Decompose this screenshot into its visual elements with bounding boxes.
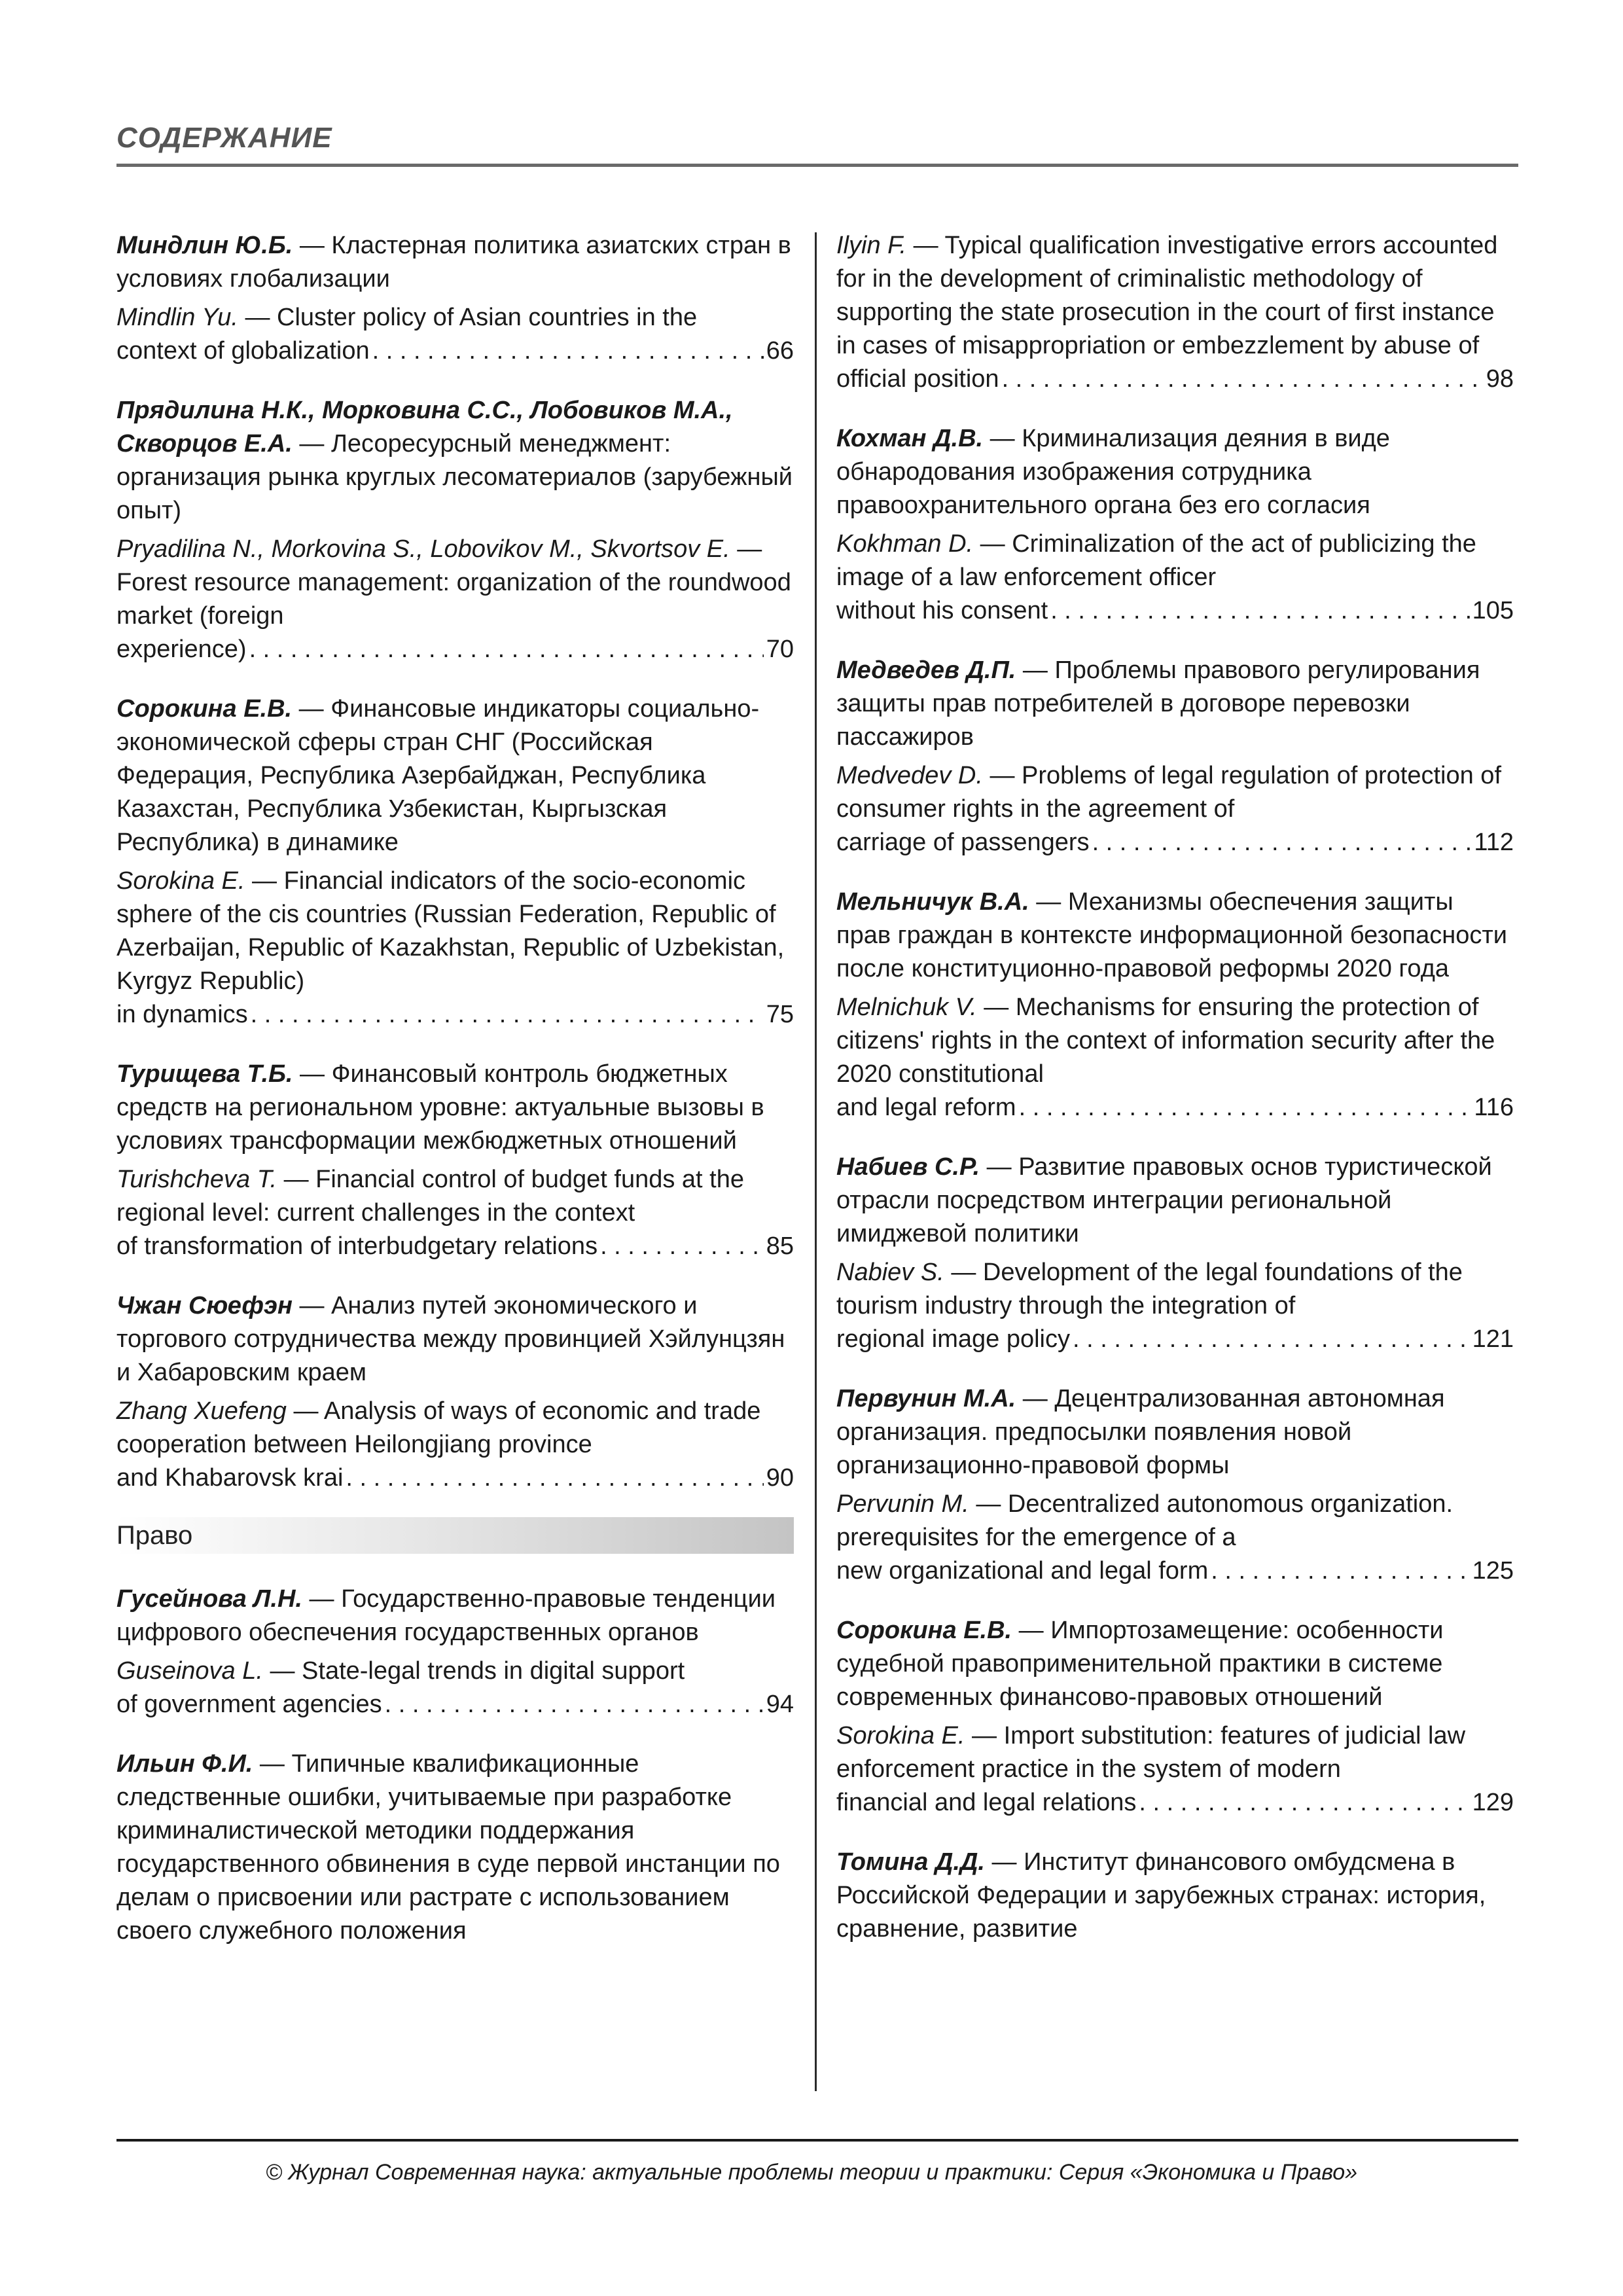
toc-entry[interactable] xyxy=(836,1382,1514,1588)
entry-author-ru: Мельничук В.А. xyxy=(836,888,1029,916)
toc-entry[interactable] xyxy=(116,229,794,368)
entry-author-ru: Прядилина Н.К., Морковина С.С., Лобовиков М.А., Скворцов Е.А. xyxy=(116,397,733,457)
entry-author-ru: Набиев С.Р. xyxy=(836,1153,980,1181)
entry-title-en-end: carriage of passengers xyxy=(836,829,1090,856)
entry-title-en-end: regional image policy xyxy=(836,1325,1070,1353)
entry-title-en: — Mechanisms for ensuring the protection of citizens' rights in the context of information security after the 2020 constitutional xyxy=(836,994,1495,1088)
entry-author-en: Sorokina E. xyxy=(836,1722,965,1749)
entry-title-en: — Decentralized autonomous organization. prerequisites for the emergence of a xyxy=(836,1490,1454,1551)
toc-entry[interactable] xyxy=(836,229,1514,396)
entry-title-en-end: and Khabarovsk krai xyxy=(116,1464,344,1492)
entry-title-en: — Typical qualification investigative errors accounted for in the development of criminalistic methodology of supporting the state prosecution in the court of first instance in cases of misappropriation or embezzlement by abuse of xyxy=(836,232,1498,359)
dot-leader xyxy=(1050,594,1469,628)
page-number: 94 xyxy=(766,1691,794,1718)
entry-author-ru: Кохман Д.В. xyxy=(836,425,984,452)
entry-title-en: — Import substitution: features of judicial law enforcement practice in the system of modern xyxy=(836,1722,1466,1783)
toc-entry[interactable] xyxy=(836,886,1514,1124)
entry-author-en: Pervunin M. xyxy=(836,1490,969,1518)
page-title: СОДЕРЖАНИЕ xyxy=(116,122,332,154)
entry-title-ru: — Государственно-правовые тенденции цифрового обеспечения государственных органов xyxy=(116,1585,776,1646)
entry-title-ru: — Проблемы правового регулирования защиты прав потребителей в договоре перевозки пассажиров xyxy=(836,656,1480,751)
toc-entry[interactable] xyxy=(116,1058,794,1263)
entry-author-en: Melnichuk V. xyxy=(836,994,977,1021)
toc-entry[interactable] xyxy=(116,1583,794,1721)
entry-author-ru: Ильин Ф.И. xyxy=(116,1750,253,1778)
entry-title-ru: — Криминализация деяния в виде обнародования изображения сотрудника правоохранительного органа без его согласия xyxy=(836,425,1390,519)
dot-leader xyxy=(346,1462,763,1495)
entry-author-ru: Чжан Сюефэн xyxy=(116,1292,293,1319)
page-number: 121 xyxy=(1472,1325,1514,1353)
entry-author-en: Nabiev S. xyxy=(836,1259,944,1286)
dot-leader xyxy=(249,633,764,666)
page-number: 70 xyxy=(766,636,794,663)
entry-author-ru: Томина Д.Д. xyxy=(836,1848,985,1876)
entry-author-en: Sorokina E. xyxy=(116,867,245,895)
column-divider xyxy=(815,232,817,2091)
page-number: 129 xyxy=(1472,1789,1514,1816)
entry-title-en: — Analysis of ways of economic and trade cooperation between Heilongjiang province xyxy=(116,1397,761,1458)
entry-author-en: Zhang Xuefeng xyxy=(116,1397,287,1425)
entry-author-ru: Сорокина Е.В. xyxy=(836,1617,1012,1644)
toc-entry[interactable] xyxy=(836,1846,1514,1946)
entry-author-en: Medvedev D. xyxy=(836,762,983,789)
entry-title-en: — Development of the legal foundations of the tourism industry through the integration of xyxy=(836,1259,1463,1319)
entry-title-en-end: experience) xyxy=(116,636,247,663)
entry-title-en: — State-legal trends in digital support xyxy=(270,1657,685,1685)
entry-title-en: — Problems of legal regulation of protection of consumer rights in the agreement of xyxy=(836,762,1501,823)
entry-title-ru: — Децентрализованная автономная организация. предпосылки появления новой организационно-правовой формы xyxy=(836,1385,1445,1479)
entry-author-ru: Гусейнова Л.Н. xyxy=(116,1585,302,1613)
entry-title-en-end: of transformation of interbudgetary relations xyxy=(116,1232,598,1260)
toc-entry[interactable] xyxy=(836,1614,1514,1820)
entry-author-en: Pryadilina N., Morkovina S., Lobovikov M., Skvortsov E. xyxy=(116,535,730,563)
toc-entry[interactable] xyxy=(836,654,1514,859)
dot-leader xyxy=(600,1230,764,1263)
toc-entry[interactable] xyxy=(836,1151,1514,1356)
dot-leader xyxy=(385,1688,764,1721)
page-number: 98 xyxy=(1486,365,1514,393)
dot-leader xyxy=(1019,1091,1472,1124)
entry-title-ru: — Институт финансового омбудсмена в Российской Федерации и зарубежных странах: история, сравнение, развитие xyxy=(836,1848,1486,1943)
entry-title-ru: — Анализ путей экономического и торгового сотрудничества между провинцией Хэйлунцзян и Хабаровским краем xyxy=(116,1292,785,1386)
entry-title-en-end: in dynamics xyxy=(116,1001,248,1028)
dot-leader xyxy=(1073,1323,1470,1356)
dot-leader xyxy=(372,334,764,368)
page-number: 112 xyxy=(1474,829,1514,856)
entry-title-en: — Cluster policy of Asian countries in the xyxy=(245,304,698,331)
dot-leader xyxy=(1092,826,1472,859)
entry-title-ru: — Финансовые индикаторы социально-экономической сферы стран СНГ (Российская Федерация, Республика Азербайджан, Республика Казахстан, Республика Узбекистан, Кыргызская Республика) в динамике xyxy=(116,695,760,856)
page-number: 75 xyxy=(766,1001,794,1028)
page-number: 85 xyxy=(766,1232,794,1260)
page-number: 90 xyxy=(766,1464,794,1492)
entry-author-ru: Миндлин Ю.Б. xyxy=(116,232,293,259)
entry-title-en: — Financial indicators of the socio-economic sphere of the cis countries (Russian Federation, Republic of Azerbaijan, Republic of Kazakhstan, Republic of Uzbekistan, Kyrgyz Republic) xyxy=(116,867,785,995)
entry-title-ru: — Механизмы обеспечения защиты прав граждан в контексте информационной безопасности после конституционно-правовой реформы 2020 года xyxy=(836,888,1507,982)
entry-title-ru: — Типичные квалификационные следственные ошибки, учитываемые при разработке криминалистической методики поддержания государственного обвинения в суде первой инстанции по делам о присвоении или растрате с использованием своего служебного положения xyxy=(116,1750,780,1945)
entry-title-ru: — Кластерная политика азиатских стран в условиях глобализации xyxy=(116,232,791,293)
footer-divider xyxy=(116,2139,1518,2142)
entry-title-ru: — Импортозамещение: особенности судебной правоприменительной практики в системе современных финансово-правовых отношений xyxy=(836,1617,1444,1711)
toc-left-column xyxy=(116,229,794,1974)
entry-title-ru: — Лесоресурсный менеджмент: организация рынка круглых лесоматериалов (зарубежный опыт) xyxy=(116,430,793,524)
dot-leader xyxy=(1211,1554,1469,1588)
page-number: 116 xyxy=(1474,1094,1514,1121)
entry-author-ru: Турищева Т.Б. xyxy=(116,1060,293,1088)
entry-title-en-end: of government agencies xyxy=(116,1691,382,1718)
entry-title-ru: — Финансовый контроль бюджетных средств на региональном уровне: актуальные вызовы в условиях трансформации межбюджетных отношений xyxy=(116,1060,764,1155)
toc-entry[interactable] xyxy=(116,1748,794,1948)
entry-author-en: Guseinova L. xyxy=(116,1657,263,1685)
entry-title-en-end: financial and legal relations xyxy=(836,1789,1137,1816)
dot-leader xyxy=(1002,363,1484,396)
entry-title-en: — Forest resource management: organization of the roundwood market (foreign xyxy=(116,535,791,630)
toc-entry[interactable] xyxy=(116,692,794,1031)
entry-author-ru: Первунин М.А. xyxy=(836,1385,1016,1412)
entry-author-ru: Сорокина Е.В. xyxy=(116,695,293,723)
page-number: 125 xyxy=(1472,1557,1514,1585)
entry-title-en: — Financial control of budget funds at the regional level: current challenges in the context xyxy=(116,1166,744,1227)
toc-right-column xyxy=(836,229,1514,1972)
toc-entry[interactable] xyxy=(116,1289,794,1495)
entry-author-en: Ilyin F. xyxy=(836,232,907,259)
entry-title-en-end: official position xyxy=(836,365,999,393)
page-number: 66 xyxy=(766,337,794,365)
page-number: 105 xyxy=(1472,597,1514,624)
entry-title-en-end: and legal reform xyxy=(836,1094,1016,1121)
dot-leader xyxy=(1139,1786,1469,1820)
footer-copyright: © Журнал Современная наука: актуальные проблемы теории и практики: Серия «Экономика и Право» xyxy=(265,2160,1358,2185)
toc-entry[interactable] xyxy=(116,394,794,666)
toc-entry[interactable] xyxy=(836,422,1514,628)
entry-title-en-end: without his consent xyxy=(836,597,1048,624)
section-heading-pravo: Право xyxy=(116,1517,794,1554)
header-divider xyxy=(116,164,1518,167)
entry-title-en-end: new organizational and legal form xyxy=(836,1557,1209,1585)
entry-author-en: Mindlin Yu. xyxy=(116,304,238,331)
entry-author-en: Kokhman D. xyxy=(836,530,974,558)
entry-title-ru: — Развитие правовых основ туристической отрасли посредством интеграции региональной имиджевой политики xyxy=(836,1153,1492,1247)
entry-author-en: Turishcheva T. xyxy=(116,1166,277,1193)
entry-author-ru: Медведев Д.П. xyxy=(836,656,1016,684)
entry-title-en: — Criminalization of the act of publicizing the image of a law enforcement officer xyxy=(836,530,1476,591)
dot-leader xyxy=(251,998,764,1031)
entry-title-en-end: context of globalization xyxy=(116,337,370,365)
